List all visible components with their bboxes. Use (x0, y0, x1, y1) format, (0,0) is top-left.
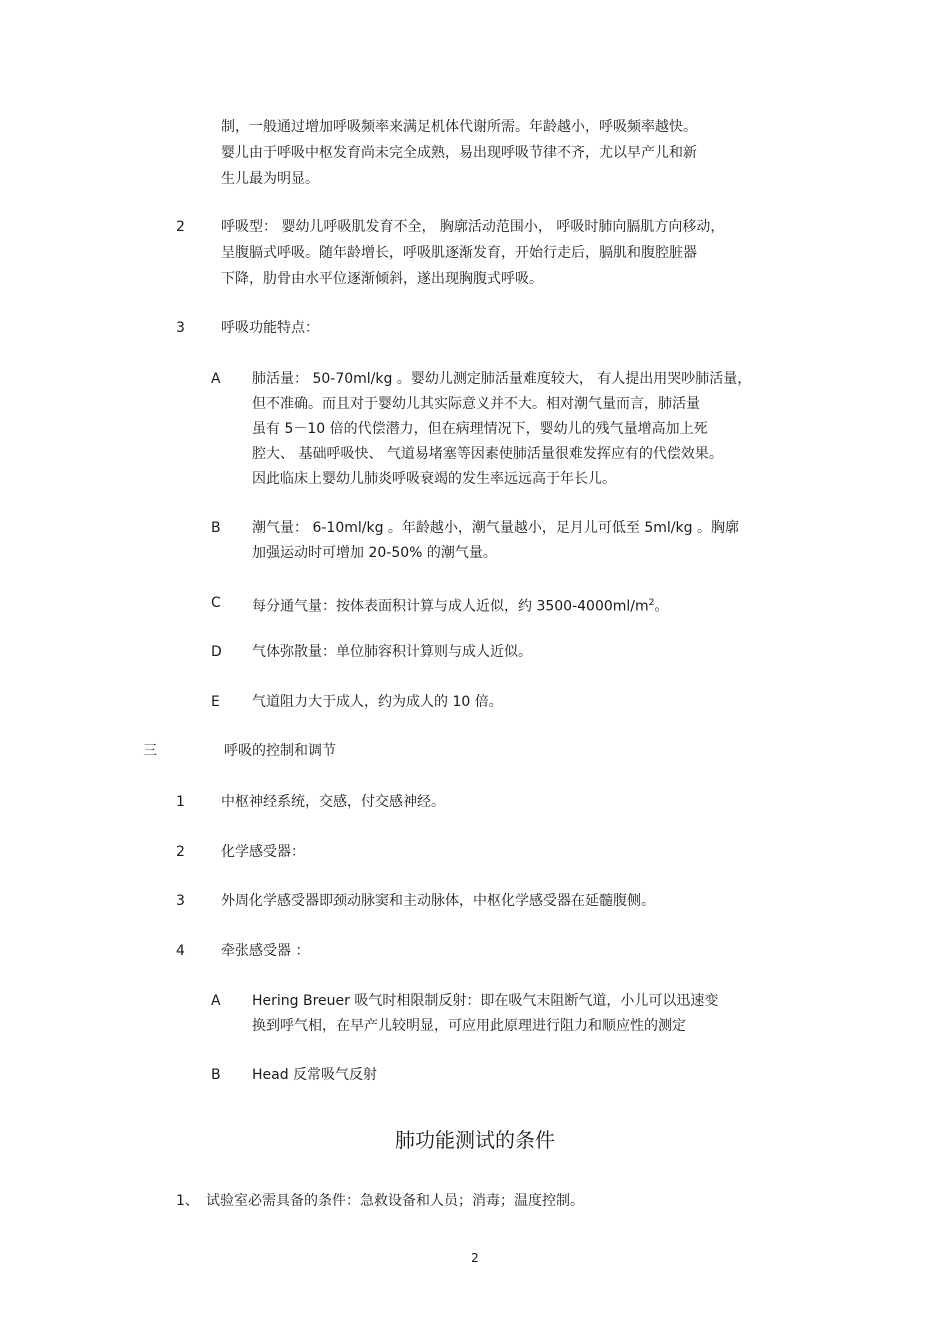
sub-a2-label: A (211, 993, 221, 1009)
sub-a2-line-2: 换到呼气相，在早产儿较明显，可应用此原理进行阻力和顺应性的测定 (252, 1018, 686, 1034)
sub-d-label: D (211, 644, 222, 660)
sub-b-line-2: 加强运动时可增加 20-50% 的潮气量。 (252, 545, 497, 561)
sub-b-label: B (211, 520, 221, 536)
ctrl-3-number: 3 (176, 893, 185, 909)
sub-c-label: C (211, 595, 221, 611)
section-3-number: 三 (143, 743, 157, 759)
sub-a-label: A (211, 371, 221, 387)
item-2-line-1: 呼吸型： 婴幼儿呼吸肌发育不全， 胸廓活动范围小， 呼吸时肺向膈肌方向移动， (221, 219, 725, 235)
item-3-text: 呼吸功能特点： (221, 320, 319, 336)
sub-b-line-1: 潮气量： 6-10ml/kg 。年龄越小，潮气量越小，足月儿可低至 5ml/kg 。胸廓 (252, 520, 739, 536)
sub-e-label: E (211, 694, 220, 710)
sub-a-line-5: 因此临床上婴幼儿肺炎呼吸衰竭的发生率远远高于年长儿。 (252, 471, 616, 487)
ctrl-2-number: 2 (176, 844, 185, 860)
sub-a2-line-1: Hering Breuer 吸气时相限制反射：即在吸气末阻断气道，小儿可以迅速变 (252, 993, 719, 1009)
sub-a-line-4: 腔大、 基础呼吸快、 气道易堵塞等因素使肺活量很难发挥应有的代偿效果。 (252, 446, 723, 462)
ctrl-2-text: 化学感受器： (221, 844, 305, 860)
intro-line-1: 制，一般通过增加呼吸频率来满足机体代谢所需。年龄越小，呼吸频率越快。 (221, 119, 697, 135)
intro-line-2: 婴儿由于呼吸中枢发育尚未完全成熟，易出现呼吸节律不齐，尤以早产儿和新 (221, 145, 697, 161)
page-number: 2 (471, 1251, 479, 1265)
sub-b2-text: Head 反常吸气反射 (252, 1067, 378, 1083)
ctrl-3-text: 外周化学感受器即颈动脉窦和主动脉体，中枢化学感受器在延髓腹侧。 (221, 893, 655, 909)
sub-c-end: 。 (654, 598, 669, 615)
cond-1-number: 1、 (176, 1193, 199, 1209)
sub-c-superscript: 2 (648, 598, 655, 608)
ctrl-4-text: 牵张感受器 ： (221, 943, 310, 959)
sub-d-text: 气体弥散量：单位肺容积计算则与成人近似。 (252, 644, 532, 660)
sub-a-line-3: 虽有 5－10 倍的代偿潜力，但在病理情况下，婴幼儿的残气量增高加上死 (252, 421, 708, 437)
intro-line-3: 生儿最为明显。 (221, 171, 319, 187)
sub-c-text: 每分通气量：按体表面积计算与成人近似，约 3500-4000ml/m (252, 598, 649, 615)
sub-a-line-1: 肺活量： 50-70ml/kg 。婴幼儿测定肺活量难度较大， 有人提出用哭吵肺活量， (252, 371, 752, 387)
item-2-line-3: 下降，肋骨由水平位逐渐倾斜，遂出现胸腹式呼吸。 (221, 271, 543, 287)
sub-b2-label: B (211, 1067, 221, 1083)
ctrl-4-number: 4 (176, 943, 185, 959)
section-3-title: 呼吸的控制和调节 (224, 743, 336, 759)
cond-1-text: 试验室必需具备的条件：急救设备和人员；消毒；温度控制。 (206, 1193, 584, 1209)
item-2-number: 2 (176, 219, 185, 235)
sub-c-line (252, 593, 668, 617)
ctrl-1-number: 1 (176, 794, 185, 810)
section-heading: 肺功能测试的条件 (395, 1128, 555, 1152)
item-3-number: 3 (176, 320, 185, 336)
item-2-line-2: 呈腹膈式呼吸。随年龄增长，呼吸肌逐渐发育，开始行走后，膈肌和腹腔脏器 (221, 245, 697, 261)
sub-a-line-2: 但不准确。而且对于婴幼儿其实际意义并不大。相对潮气量而言，肺活量 (252, 396, 700, 412)
ctrl-1-text: 中枢神经系统，交感，付交感神经。 (221, 794, 445, 810)
sub-e-text: 气道阻力大于成人，约为成人的 10 倍。 (252, 694, 503, 710)
